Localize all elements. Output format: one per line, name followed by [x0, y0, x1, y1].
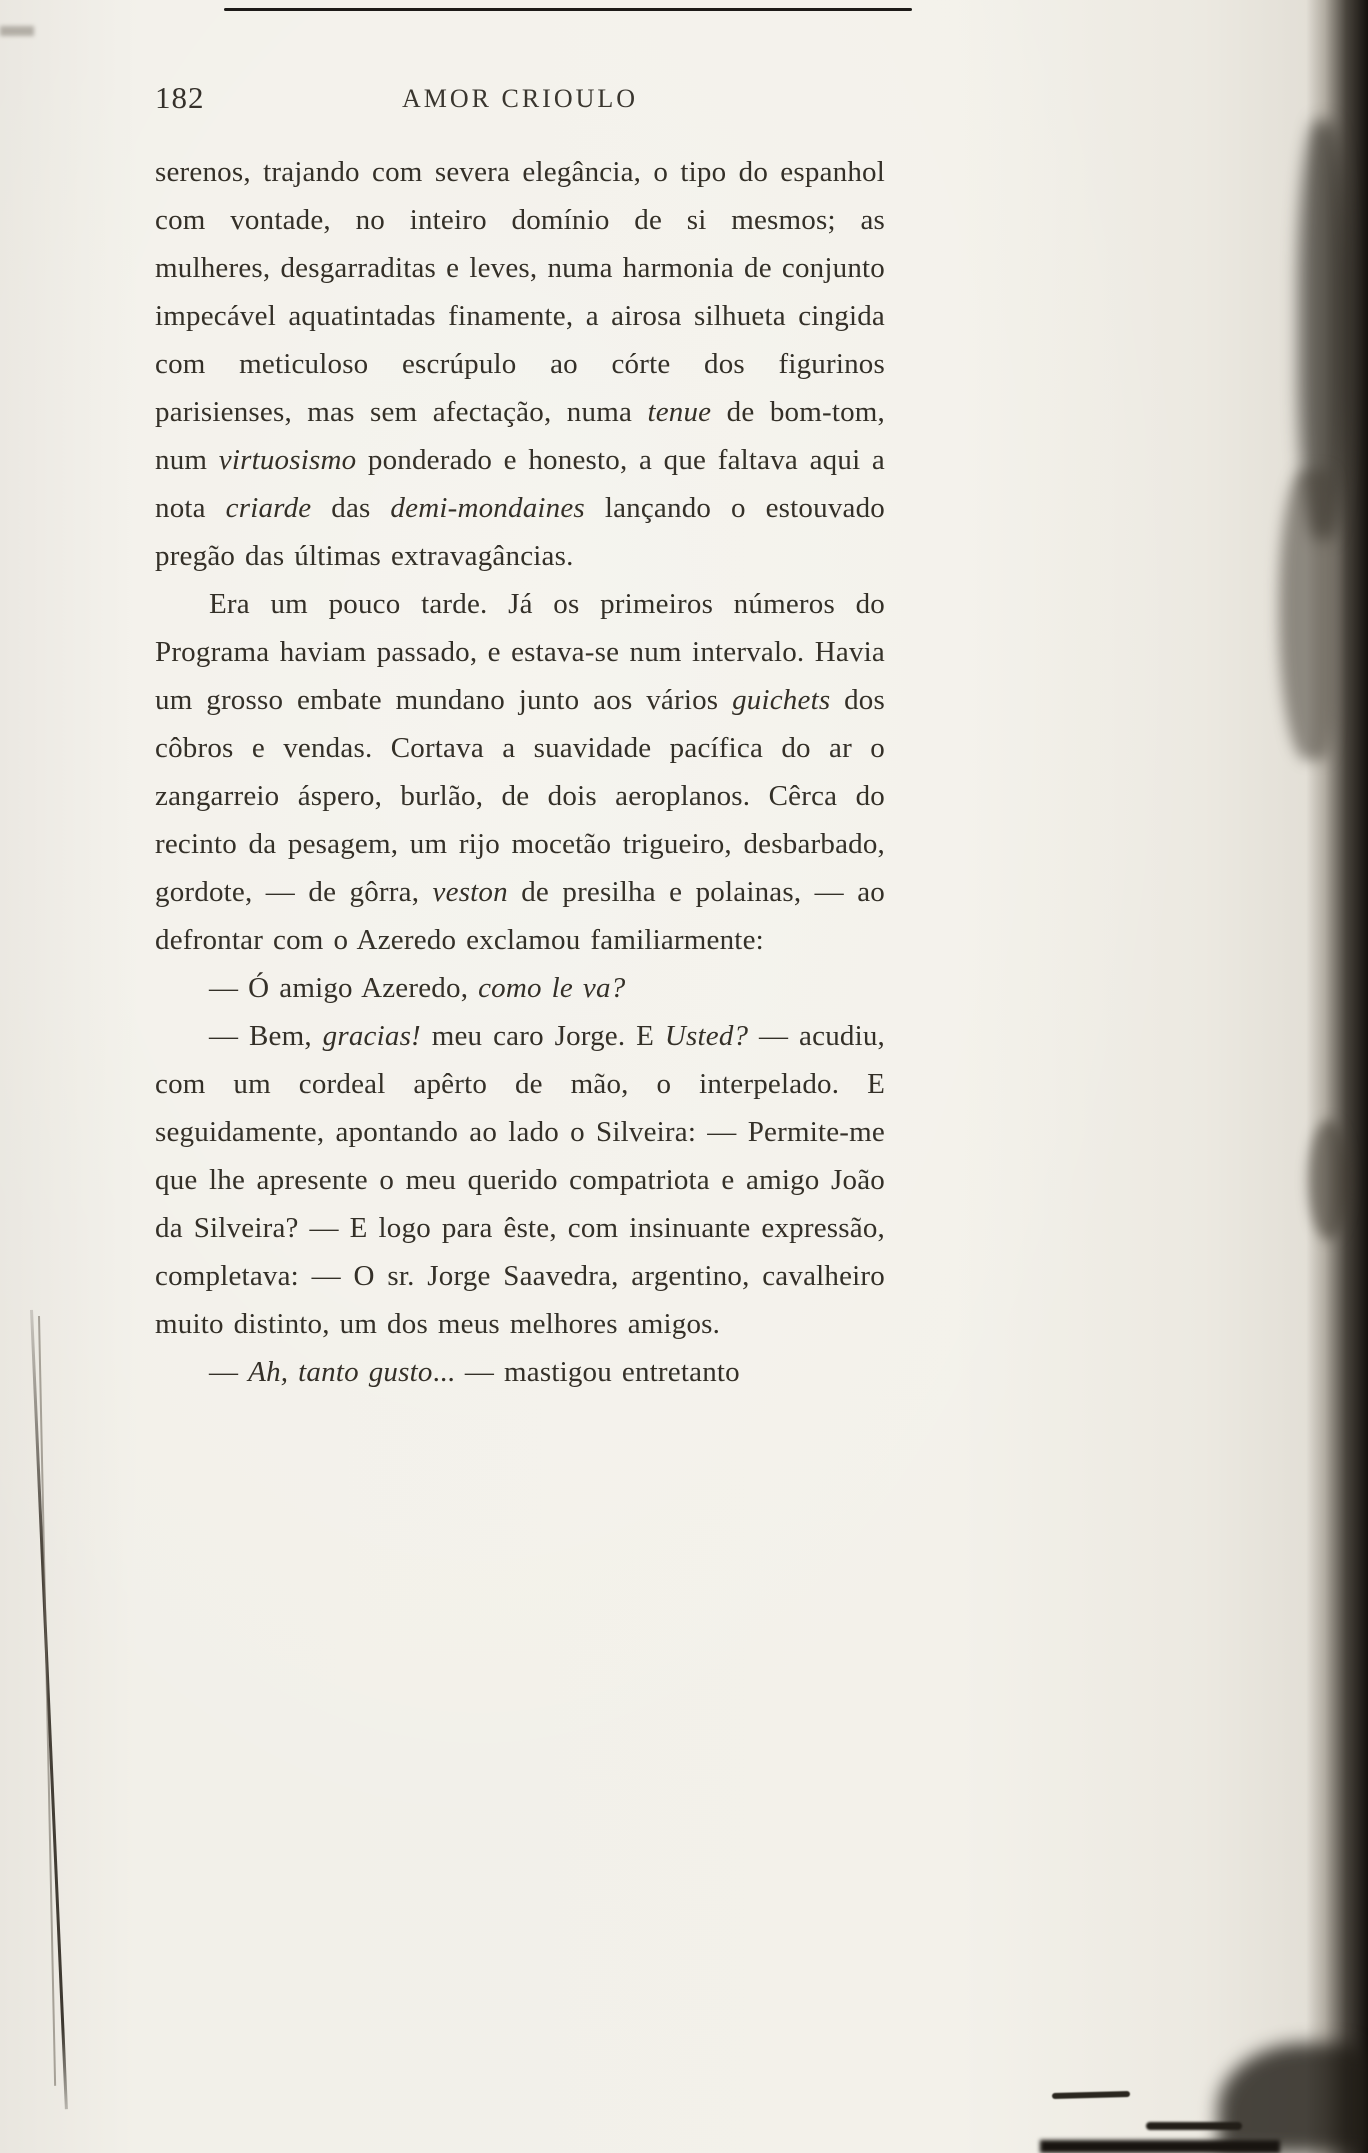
text-segment: ... — mastigou entretanto: [432, 1356, 740, 1388]
running-head: [155, 74, 885, 130]
scan-edge-blob-mid: [1279, 470, 1334, 760]
italic-segment: Ah, tanto gusto: [248, 1356, 433, 1388]
paragraph: [155, 1348, 885, 1396]
paragraph: [155, 580, 885, 964]
italic-segment: veston: [432, 876, 508, 908]
text-column: [155, 74, 885, 1396]
scan-bottom-mark-1: [1052, 2091, 1130, 2099]
scan-page-curl-line-faint: [38, 1316, 56, 2086]
italic-segment: tenue: [647, 396, 712, 428]
italic-segment: guichets: [732, 684, 831, 716]
paragraph: [155, 1012, 885, 1348]
text-segment: — Bem,: [209, 1020, 323, 1052]
italic-segment: virtuosismo: [218, 444, 357, 476]
body-text: [155, 148, 885, 1396]
paragraph: [155, 964, 885, 1012]
italic-segment: demi-mondaines: [390, 492, 585, 524]
text-segment: ponderado e honesto, a que faltava aqui a nota: [155, 444, 885, 524]
text-segment: —: [209, 1356, 249, 1388]
italic-segment: criarde: [225, 492, 312, 524]
italic-segment: Usted?: [664, 1020, 749, 1052]
scan-corner-noise: [0, 26, 34, 36]
scan-top-rule-line: [224, 8, 912, 11]
running-title: AMOR CRIOULO: [401, 84, 639, 113]
text-segment: Era um pouco tarde. Já os primeiros números do Programa haviam passado, e estava-se num intervalo. Havia um grosso embate mundano junto aos vários: [155, 588, 885, 716]
scan-edge-blob-upper: [1298, 120, 1348, 540]
italic-segment: gracias!: [322, 1020, 421, 1052]
text-segment: de presilha e polainas, — ao defrontar com o Azeredo exclamou familiarmente:: [155, 876, 886, 956]
italic-segment: como le va?: [478, 972, 626, 1004]
text-segment: — acudiu, com um cordeal apêrto de mão, o interpelado. E seguidamente, apontando ao lado o Silveira: — Permite-me que lhe apresente o meu querido compatriota e amigo João da Silveira? — E logo para êste, com insinuante expressão, completava: — O sr. Jorge Saavedra, argentino, cavalheiro muito distinto, um dos meus melhores amigos.: [155, 1020, 886, 1340]
page-number: 182: [155, 80, 205, 115]
scan-binding-shadow: [1306, 0, 1368, 2153]
scan-edge-blob-lower: [1308, 1120, 1350, 1240]
text-segment: dos côbros e vendas. Cortava a suavidade pacífica do ar o zangarreio áspero, burlão, de dois aeroplanos. Cêrca do recinto da pesagem, um rijo mocetão trigueiro, desbarbado, gordote, — de gôrra,: [155, 684, 885, 908]
scan-page-curl-line: [30, 1310, 67, 2109]
text-segment: — Ó amigo Azeredo,: [209, 972, 479, 1004]
scan-bottom-edge-smudge: [1040, 2140, 1280, 2153]
text-segment: lançando o estouvado pregão das últimas extravagâncias.: [155, 492, 885, 572]
paragraph: [155, 148, 885, 580]
text-segment: serenos, trajando com severa elegância, o tipo do espanhol com vontade, no inteiro domínio de si mesmos; as mulheres, desgarraditas e leves, numa harmonia de conjunto impecável aquatintadas finamente, a airosa silhueta cingida com meticuloso escrúpulo ao córte dos figurinos parisienses, mas sem afectação, numa: [155, 156, 885, 428]
scan-bottom-mark-2: [1146, 2122, 1242, 2130]
text-segment: de bom-tom, num: [155, 396, 885, 476]
text-segment: das: [311, 492, 391, 524]
text-segment: meu caro Jorge. E: [420, 1020, 665, 1052]
scan-corner-blob-bottom: [1218, 2043, 1368, 2153]
